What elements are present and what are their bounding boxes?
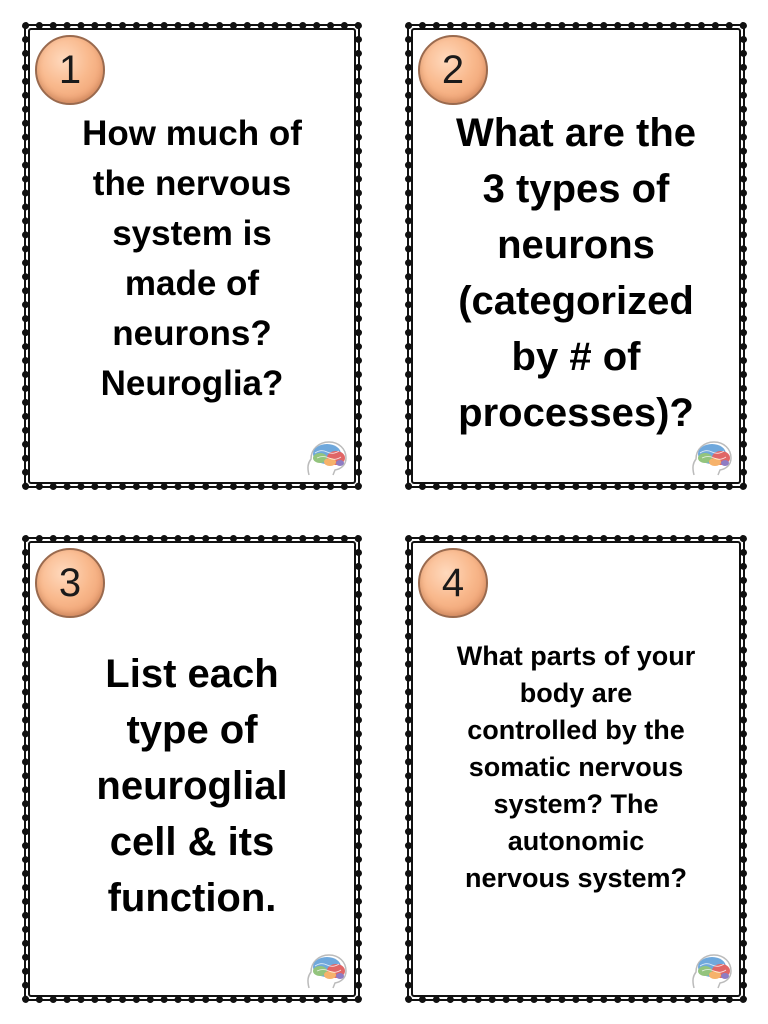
task-card-4 (405, 535, 747, 1003)
card-number-badge: 1 (35, 35, 105, 105)
card-question: What are the 3 types of neurons (categorized by # of processes)? (455, 111, 697, 435)
task-card-2 (405, 22, 747, 490)
card-question: List each type of neuroglial cell & its function. (96, 652, 288, 920)
brain-head-icon (688, 950, 734, 990)
card-number-badge: 2 (418, 35, 488, 105)
card-number-badge: 3 (35, 548, 105, 618)
card-question: What parts of your body are controlled by the somatic nervous system? The autonomic nervous system? (456, 641, 696, 893)
task-card-3 (22, 535, 362, 1003)
card-question: How much of the nervous system is made of neurons? Neuroglia? (82, 114, 302, 403)
brain-head-icon (303, 437, 349, 477)
card-number-badge: 4 (418, 548, 488, 618)
brain-head-icon (303, 950, 349, 990)
task-card-1 (22, 22, 362, 490)
brain-head-icon (688, 437, 734, 477)
